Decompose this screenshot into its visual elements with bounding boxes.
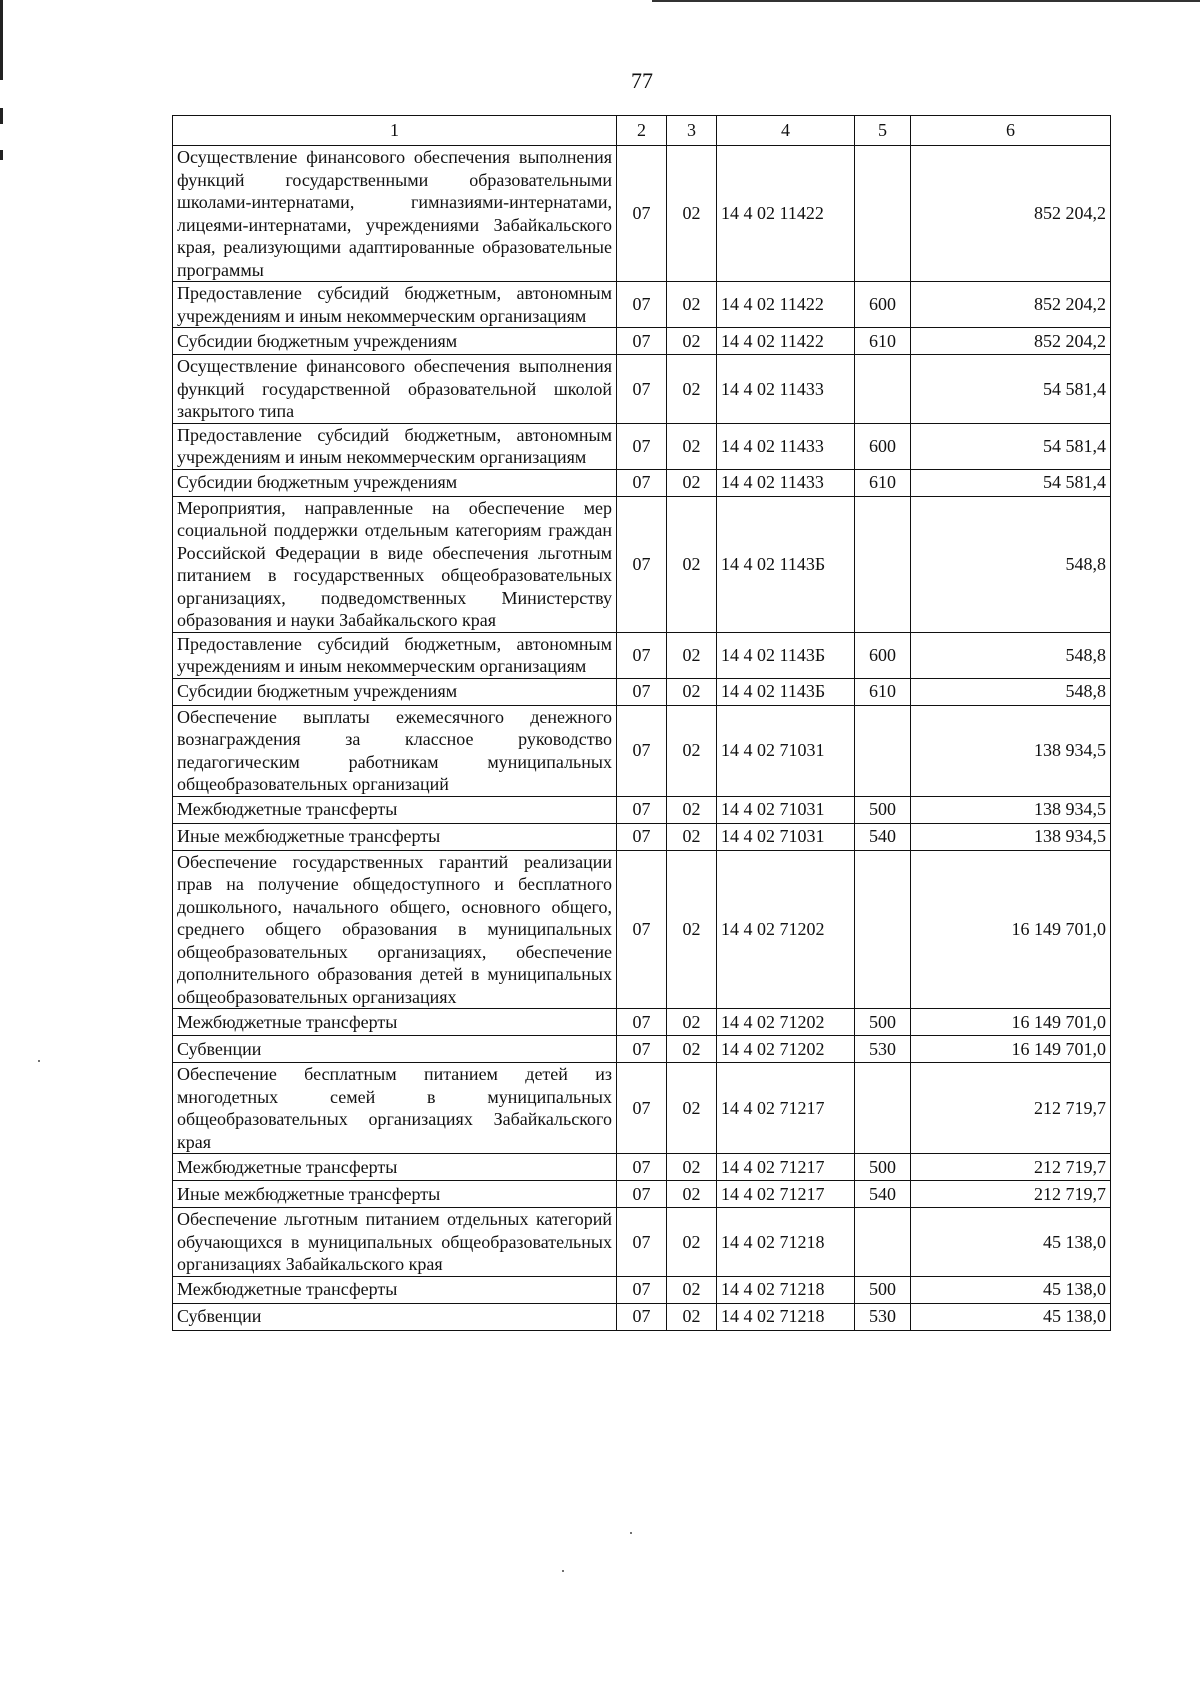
subsection-code-cell: 02 bbox=[667, 1154, 717, 1181]
expense-type-cell: 540 bbox=[855, 823, 911, 850]
section-code-cell: 07 bbox=[617, 146, 667, 282]
expense-type-cell: 530 bbox=[855, 1036, 911, 1063]
subsection-code-cell: 02 bbox=[667, 282, 717, 328]
expense-type-cell: 500 bbox=[855, 1276, 911, 1303]
subsection-code-cell: 02 bbox=[667, 423, 717, 469]
section-code-cell: 07 bbox=[617, 1276, 667, 1303]
row-name-cell: Межбюджетные трансферты bbox=[173, 1154, 617, 1181]
amount-cell: 45 138,0 bbox=[911, 1276, 1111, 1303]
column-header: 1 bbox=[173, 116, 617, 146]
target-article-cell: 14 4 02 1143Б bbox=[717, 632, 855, 678]
subsection-code-cell: 02 bbox=[667, 1208, 717, 1277]
amount-cell: 16 149 701,0 bbox=[911, 850, 1111, 1009]
column-header: 2 bbox=[617, 116, 667, 146]
row-name-cell: Межбюджетные трансферты bbox=[173, 1276, 617, 1303]
amount-cell: 138 934,5 bbox=[911, 705, 1111, 796]
amount-cell: 16 149 701,0 bbox=[911, 1036, 1111, 1063]
column-header: 3 bbox=[667, 116, 717, 146]
table-row bbox=[173, 146, 1111, 282]
table-row bbox=[173, 1208, 1111, 1277]
expense-type-cell: 610 bbox=[855, 678, 911, 705]
section-code-cell: 07 bbox=[617, 1303, 667, 1330]
target-article-cell: 14 4 02 11422 bbox=[717, 282, 855, 328]
table-row bbox=[173, 1276, 1111, 1303]
subsection-code-cell: 02 bbox=[667, 496, 717, 632]
expense-type-cell: 500 bbox=[855, 796, 911, 823]
row-name-cell: Обеспечение льготным питанием отдельных категорий обучающихся в муниципальных общеобразовательных организациях Забайкальского края bbox=[173, 1208, 617, 1277]
row-name-cell: Мероприятия, направленные на обеспечение мер социальной поддержки отдельным категориям граждан Российской Федерации в виде обеспечения льготным питанием в государственных общеобразовательных организациях, подведомственных Министерству образования и науки Забайкальского края bbox=[173, 496, 617, 632]
amount-cell: 138 934,5 bbox=[911, 823, 1111, 850]
table-row bbox=[173, 632, 1111, 678]
expense-type-cell bbox=[855, 146, 911, 282]
amount-cell: 212 719,7 bbox=[911, 1063, 1111, 1154]
table-row bbox=[173, 1009, 1111, 1036]
row-name-cell: Субсидии бюджетным учреждениям bbox=[173, 328, 617, 355]
table-row bbox=[173, 705, 1111, 796]
target-article-cell: 14 4 02 71217 bbox=[717, 1063, 855, 1154]
target-article-cell: 14 4 02 71202 bbox=[717, 1036, 855, 1063]
row-name-cell: Субсидии бюджетным учреждениям bbox=[173, 469, 617, 496]
section-code-cell: 07 bbox=[617, 282, 667, 328]
section-code-cell: 07 bbox=[617, 632, 667, 678]
table-row bbox=[173, 1063, 1111, 1154]
table-row bbox=[173, 496, 1111, 632]
section-code-cell: 07 bbox=[617, 678, 667, 705]
scan-speck bbox=[630, 1532, 632, 1534]
amount-cell: 852 204,2 bbox=[911, 282, 1111, 328]
expense-type-cell: 500 bbox=[855, 1009, 911, 1036]
scan-top-edge-line bbox=[652, 0, 1200, 2]
section-code-cell: 07 bbox=[617, 328, 667, 355]
row-name-cell: Иные межбюджетные трансферты bbox=[173, 823, 617, 850]
subsection-code-cell: 02 bbox=[667, 146, 717, 282]
target-article-cell: 14 4 02 71202 bbox=[717, 1009, 855, 1036]
expense-type-cell: 540 bbox=[855, 1181, 911, 1208]
section-code-cell: 07 bbox=[617, 1009, 667, 1036]
section-code-cell: 07 bbox=[617, 823, 667, 850]
row-name-cell: Осуществление финансового обеспечения выполнения функций государственными образовательными школами-интернатами, гимназиями-интернатами, лицеями-интернатами, учреждениями Забайкальского края, реализующими адаптированные образовательные программы bbox=[173, 146, 617, 282]
section-code-cell: 07 bbox=[617, 469, 667, 496]
target-article-cell: 14 4 02 1143Б bbox=[717, 496, 855, 632]
row-name-cell: Иные межбюджетные трансферты bbox=[173, 1181, 617, 1208]
amount-cell: 45 138,0 bbox=[911, 1303, 1111, 1330]
expense-type-cell: 600 bbox=[855, 282, 911, 328]
expense-type-cell bbox=[855, 1063, 911, 1154]
amount-cell: 54 581,4 bbox=[911, 355, 1111, 424]
row-name-cell: Предоставление субсидий бюджетным, автономным учреждениям и иным некоммерческим организациям bbox=[173, 632, 617, 678]
expense-type-cell bbox=[855, 705, 911, 796]
table-row bbox=[173, 1181, 1111, 1208]
row-name-cell: Обеспечение бесплатным питанием детей из многодетных семей в муниципальных общеобразовательных организациях Забайкальского края bbox=[173, 1063, 617, 1154]
row-name-cell: Обеспечение выплаты ежемесячного денежного вознаграждения за классное руководство педагогическим работникам муниципальных общеобразовательных организаций bbox=[173, 705, 617, 796]
scan-speck bbox=[38, 1060, 40, 1062]
table-row bbox=[173, 1036, 1111, 1063]
target-article-cell: 14 4 02 11433 bbox=[717, 469, 855, 496]
row-name-cell: Обеспечение государственных гарантий реализации прав на получение общедоступного и бесплатного дошкольного, начального общего, основного общего, среднего общего образования в муниципальных общеобразовательных организациях, обеспечение дополнительного образования детей в муниципальных общеобразовательных организациях bbox=[173, 850, 617, 1009]
expense-type-cell: 530 bbox=[855, 1303, 911, 1330]
table-row bbox=[173, 328, 1111, 355]
row-name-cell: Осуществление финансового обеспечения выполнения функций государственной образовательной школой закрытого типа bbox=[173, 355, 617, 424]
expense-type-cell: 500 bbox=[855, 1154, 911, 1181]
amount-cell: 548,8 bbox=[911, 496, 1111, 632]
section-code-cell: 07 bbox=[617, 705, 667, 796]
table-row bbox=[173, 355, 1111, 424]
amount-cell: 548,8 bbox=[911, 678, 1111, 705]
expense-type-cell bbox=[855, 496, 911, 632]
expense-type-cell: 600 bbox=[855, 423, 911, 469]
table-row bbox=[173, 678, 1111, 705]
column-header: 6 bbox=[911, 116, 1111, 146]
expense-type-cell: 610 bbox=[855, 469, 911, 496]
target-article-cell: 14 4 02 71202 bbox=[717, 850, 855, 1009]
scan-left-edge-mark bbox=[0, 150, 3, 160]
page-number: 77 bbox=[631, 68, 653, 93]
section-code-cell: 07 bbox=[617, 796, 667, 823]
expense-type-cell bbox=[855, 355, 911, 424]
amount-cell: 16 149 701,0 bbox=[911, 1009, 1111, 1036]
target-article-cell: 14 4 02 71031 bbox=[717, 705, 855, 796]
target-article-cell: 14 4 02 11433 bbox=[717, 355, 855, 424]
amount-cell: 138 934,5 bbox=[911, 796, 1111, 823]
target-article-cell: 14 4 02 11422 bbox=[717, 146, 855, 282]
row-name-cell: Предоставление субсидий бюджетным, автономным учреждениям и иным некоммерческим организациям bbox=[173, 282, 617, 328]
section-code-cell: 07 bbox=[617, 1063, 667, 1154]
table-row bbox=[173, 823, 1111, 850]
subsection-code-cell: 02 bbox=[667, 678, 717, 705]
subsection-code-cell: 02 bbox=[667, 1009, 717, 1036]
subsection-code-cell: 02 bbox=[667, 1036, 717, 1063]
table-row bbox=[173, 469, 1111, 496]
target-article-cell: 14 4 02 11422 bbox=[717, 328, 855, 355]
expense-type-cell: 610 bbox=[855, 328, 911, 355]
amount-cell: 212 719,7 bbox=[911, 1154, 1111, 1181]
amount-cell: 54 581,4 bbox=[911, 423, 1111, 469]
target-article-cell: 14 4 02 11433 bbox=[717, 423, 855, 469]
table-header-row bbox=[173, 116, 1111, 146]
row-name-cell: Субвенции bbox=[173, 1303, 617, 1330]
table-row bbox=[173, 1154, 1111, 1181]
row-name-cell: Субсидии бюджетным учреждениям bbox=[173, 678, 617, 705]
target-article-cell: 14 4 02 71031 bbox=[717, 796, 855, 823]
section-code-cell: 07 bbox=[617, 1181, 667, 1208]
scan-speck bbox=[562, 1570, 564, 1572]
section-code-cell: 07 bbox=[617, 355, 667, 424]
target-article-cell: 14 4 02 71218 bbox=[717, 1303, 855, 1330]
target-article-cell: 14 4 02 71217 bbox=[717, 1181, 855, 1208]
table-row bbox=[173, 796, 1111, 823]
column-header: 4 bbox=[717, 116, 855, 146]
section-code-cell: 07 bbox=[617, 1036, 667, 1063]
amount-cell: 54 581,4 bbox=[911, 469, 1111, 496]
amount-cell: 852 204,2 bbox=[911, 146, 1111, 282]
amount-cell: 212 719,7 bbox=[911, 1181, 1111, 1208]
amount-cell: 852 204,2 bbox=[911, 328, 1111, 355]
subsection-code-cell: 02 bbox=[667, 1276, 717, 1303]
subsection-code-cell: 02 bbox=[667, 1063, 717, 1154]
subsection-code-cell: 02 bbox=[667, 823, 717, 850]
subsection-code-cell: 02 bbox=[667, 328, 717, 355]
table-row bbox=[173, 282, 1111, 328]
subsection-code-cell: 02 bbox=[667, 796, 717, 823]
subsection-code-cell: 02 bbox=[667, 1181, 717, 1208]
subsection-code-cell: 02 bbox=[667, 469, 717, 496]
expense-type-cell bbox=[855, 850, 911, 1009]
target-article-cell: 14 4 02 71218 bbox=[717, 1276, 855, 1303]
table-row bbox=[173, 423, 1111, 469]
section-code-cell: 07 bbox=[617, 850, 667, 1009]
row-name-cell: Предоставление субсидий бюджетным, автономным учреждениям и иным некоммерческим организациям bbox=[173, 423, 617, 469]
row-name-cell: Межбюджетные трансферты bbox=[173, 796, 617, 823]
section-code-cell: 07 bbox=[617, 496, 667, 632]
budget-allocation-table bbox=[172, 115, 1111, 1331]
table-row bbox=[173, 850, 1111, 1009]
subsection-code-cell: 02 bbox=[667, 355, 717, 424]
section-code-cell: 07 bbox=[617, 1208, 667, 1277]
scan-left-edge-mark bbox=[0, 108, 3, 124]
expense-type-cell bbox=[855, 1208, 911, 1277]
amount-cell: 548,8 bbox=[911, 632, 1111, 678]
subsection-code-cell: 02 bbox=[667, 632, 717, 678]
expense-type-cell: 600 bbox=[855, 632, 911, 678]
subsection-code-cell: 02 bbox=[667, 1303, 717, 1330]
subsection-code-cell: 02 bbox=[667, 850, 717, 1009]
table-row bbox=[173, 1303, 1111, 1330]
subsection-code-cell: 02 bbox=[667, 705, 717, 796]
section-code-cell: 07 bbox=[617, 1154, 667, 1181]
column-header: 5 bbox=[855, 116, 911, 146]
row-name-cell: Субвенции bbox=[173, 1036, 617, 1063]
target-article-cell: 14 4 02 71218 bbox=[717, 1208, 855, 1277]
row-name-cell: Межбюджетные трансферты bbox=[173, 1009, 617, 1036]
target-article-cell: 14 4 02 71031 bbox=[717, 823, 855, 850]
target-article-cell: 14 4 02 1143Б bbox=[717, 678, 855, 705]
amount-cell: 45 138,0 bbox=[911, 1208, 1111, 1277]
section-code-cell: 07 bbox=[617, 423, 667, 469]
target-article-cell: 14 4 02 71217 bbox=[717, 1154, 855, 1181]
